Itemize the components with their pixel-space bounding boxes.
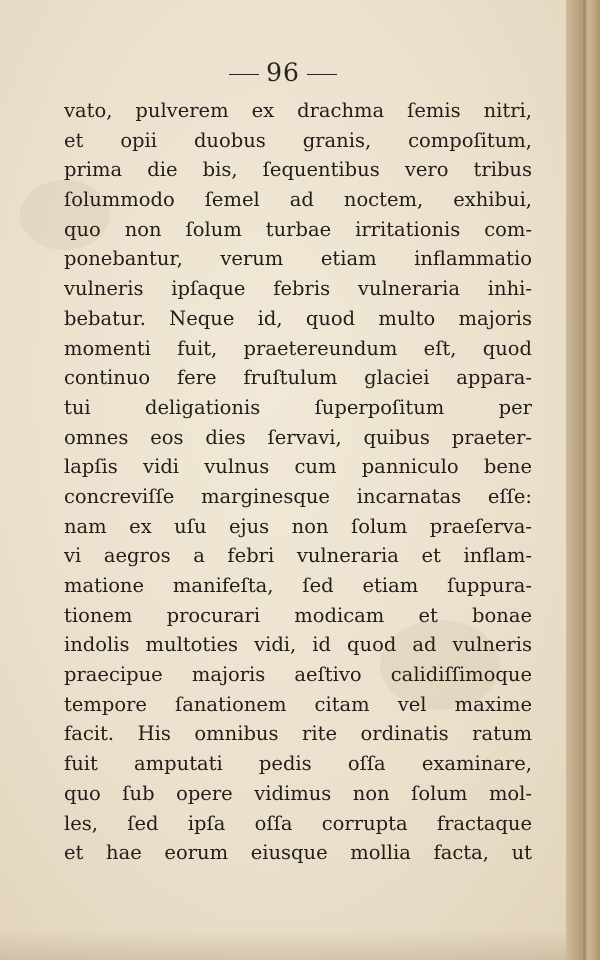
text-line: tempore ſanationem citam vel maxime [64, 692, 532, 716]
text-line: vi aegros a febri vulneraria et inflam- [64, 544, 532, 568]
text-line: prima die bis, ſequentibus vero tribus [64, 158, 532, 182]
text-line: concreviſſe marginesque incarnatas eſſe: [64, 484, 532, 508]
header-dash-right [307, 74, 337, 75]
text-line: fuit amputati pedis oſſa examinare, [64, 752, 532, 776]
text-line: omnes eos dies ſervavi, quibus praeter- [64, 425, 532, 449]
text-line: continuo fere fruſtulum glaciei appara- [64, 366, 532, 390]
text-line: tui deligationis ſuperpoſitum per [64, 395, 532, 419]
page-bottom-shadow [0, 930, 600, 960]
text-line: vulneris ipſaque febris vulneraria inhi- [64, 277, 532, 301]
text-line: vato, pulverem ex drachma ſemis nitri, [64, 99, 532, 122]
text-line: indolis multoties vidi, id quod ad vulneris [64, 633, 532, 657]
text-line: ponebantur, verum etiam inflammatio [64, 247, 532, 271]
page-number: 96 [266, 58, 300, 87]
text-line: praecipue majoris aeſtivo calidiſſimoque [64, 663, 532, 687]
text-line: les, ſed ipſa oſſa corrupta fractaque [64, 811, 532, 835]
text-line: quo ſub opere vidimus non ſolum mol- [64, 781, 532, 805]
text-line: momenti fuit, praetereundum eſt, quod [64, 336, 532, 360]
text-line: nam ex uſu ejus non ſolum praeſerva- [64, 514, 532, 538]
text-line: et opii duobus granis, compoſitum, [64, 128, 532, 152]
text-line: bebatur. Neque id, quod multo majoris [64, 306, 532, 330]
spine-edge [583, 0, 586, 960]
text-line: et hae eorum eiusque mollia facta, ut [64, 841, 532, 865]
text-line: lapſis vidi vulnus cum panniculo bene [64, 455, 532, 479]
text-line: quo non ſolum turbae irritationis com- [64, 217, 532, 241]
text-line: matione manifeſta, ſed etiam ſuppura- [64, 574, 532, 597]
header-dash-left [229, 74, 259, 75]
text-line: facit. His omnibus rite ordinatis ratum [64, 722, 532, 746]
text-line: ſolummodo ſemel ad noctem, exhibui, [64, 188, 532, 212]
body-text [64, 96, 532, 868]
page-header [0, 58, 566, 87]
text-line: tionem procurari modicam et bonae [64, 603, 532, 627]
